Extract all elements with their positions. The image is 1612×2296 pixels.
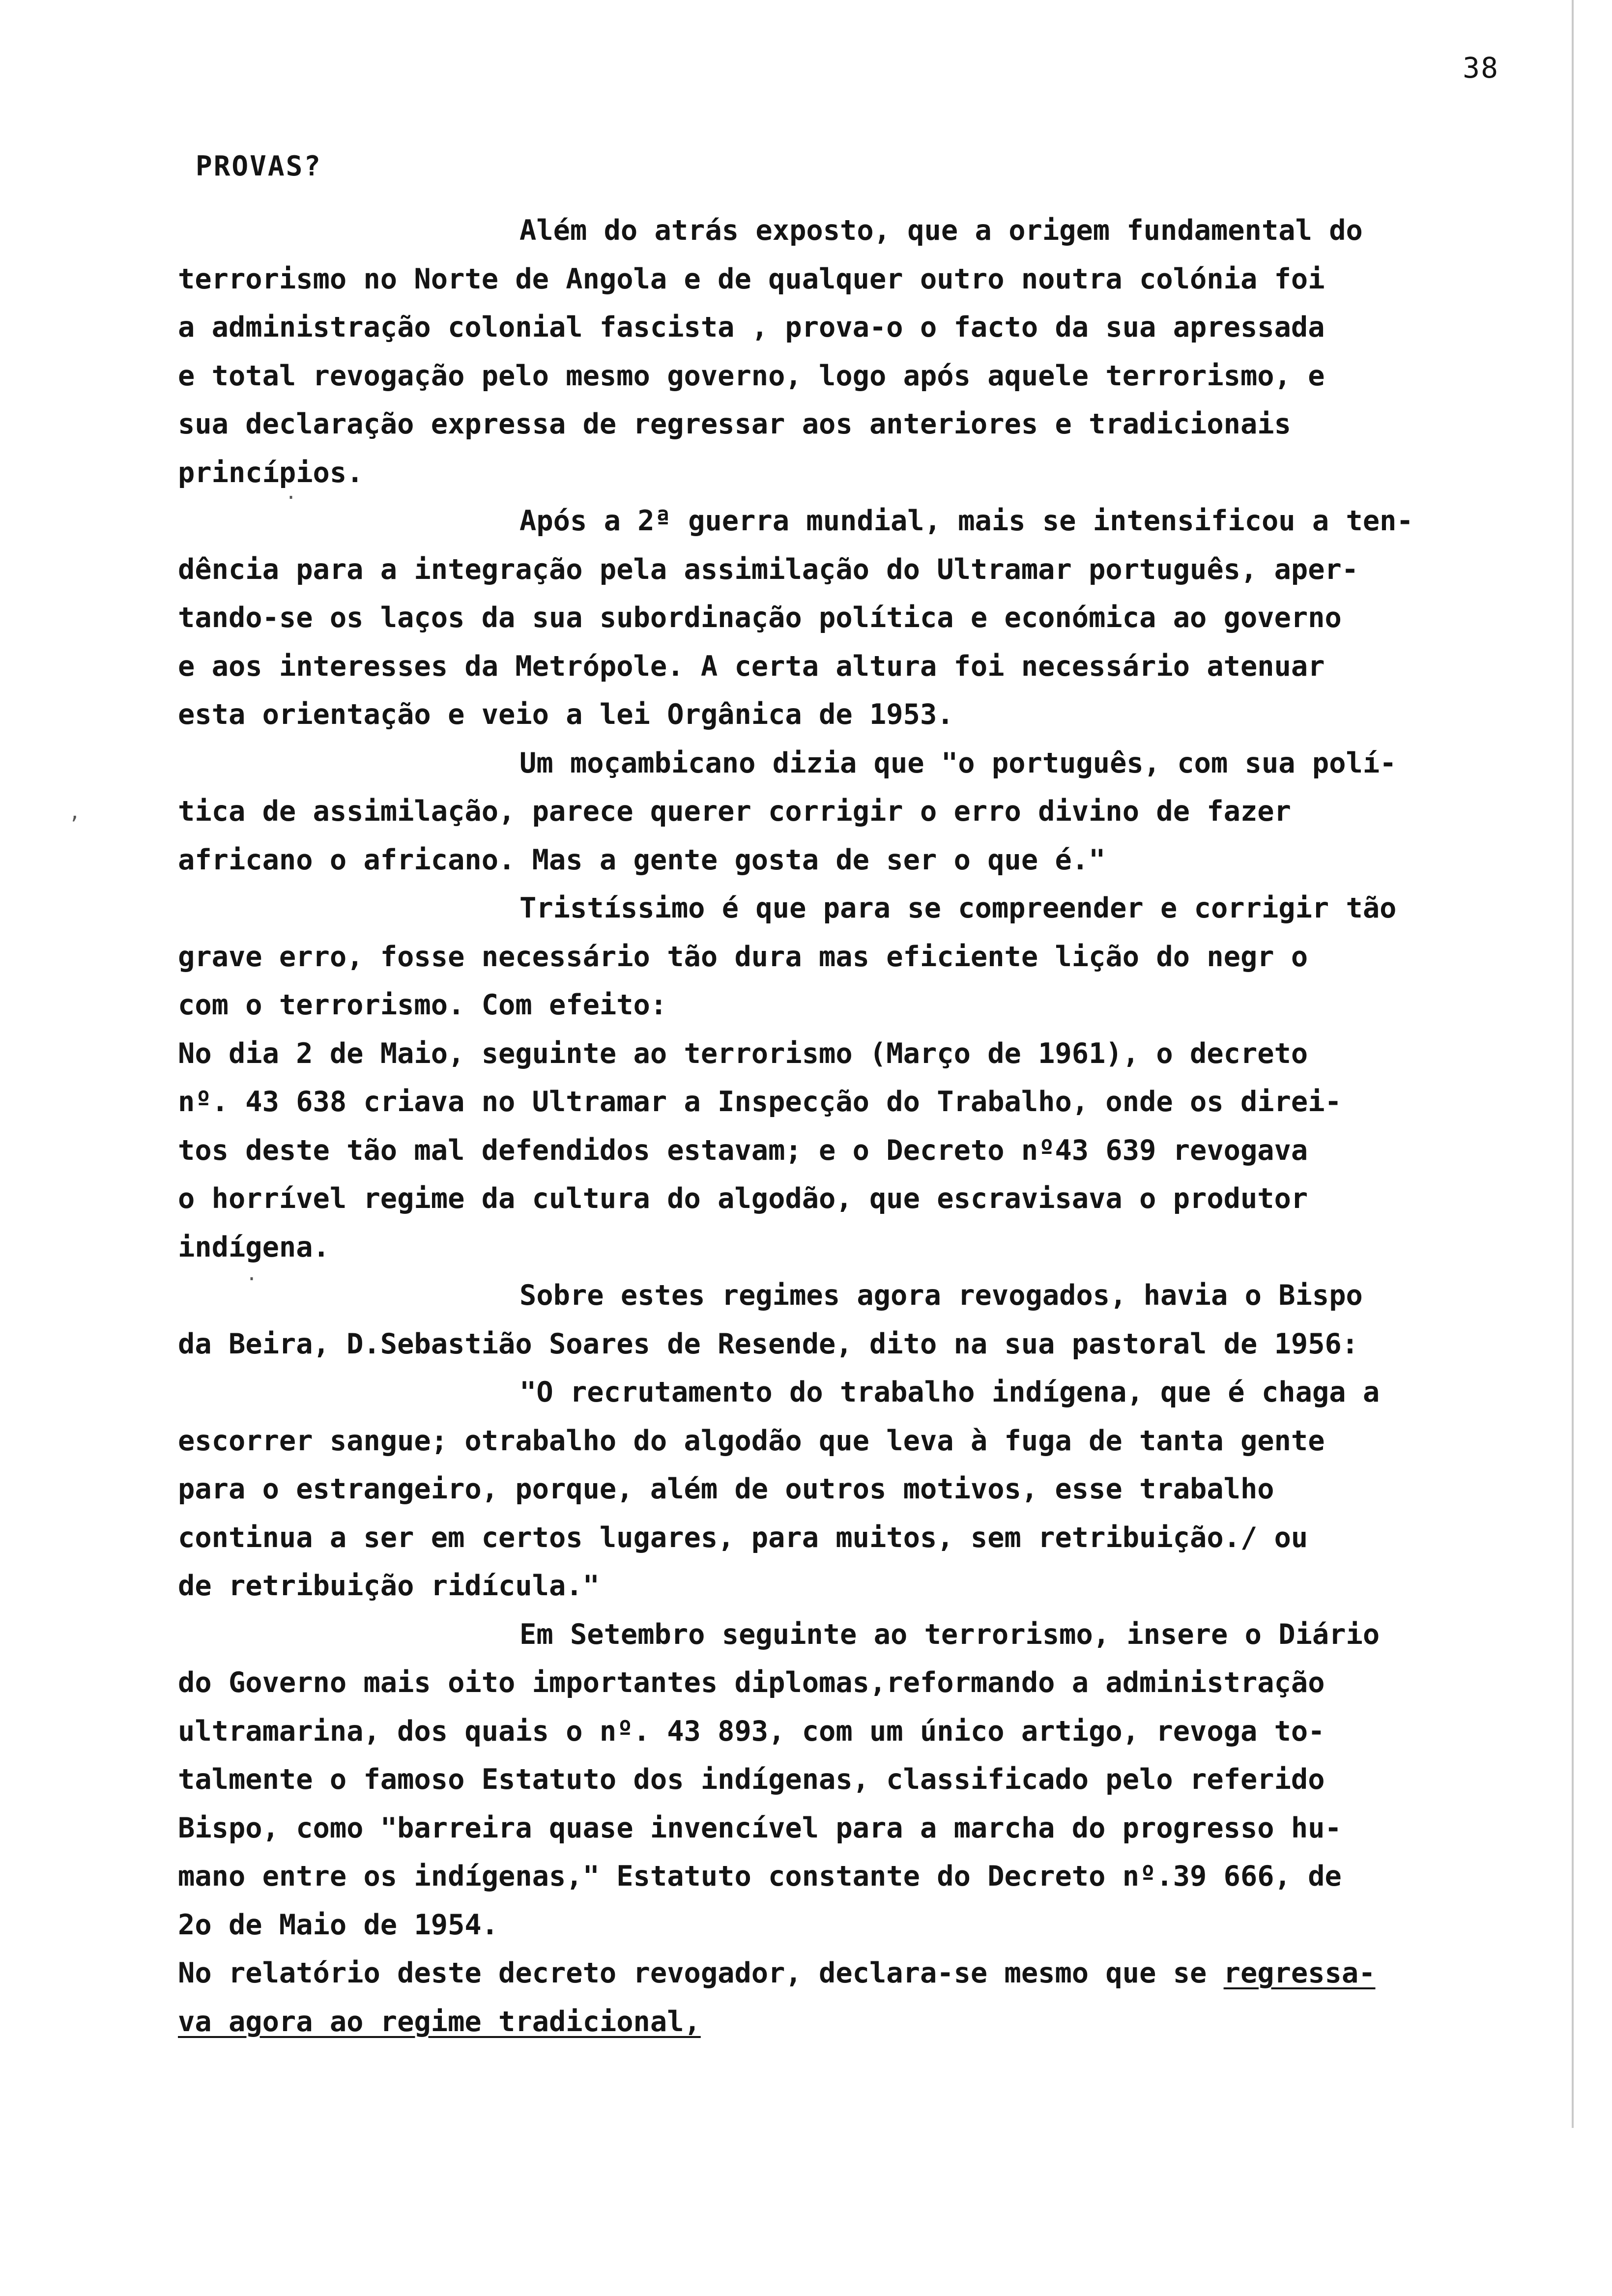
stray-mark: · — [246, 1268, 258, 1291]
text-line: Tristíssimo é que para se compreender e corrigir tão — [519, 892, 1397, 924]
text-line: grave erro, fosse necessário tão dura mas eficiente lição do negr o — [178, 940, 1308, 973]
text-line: tando-se os laços da sua subordinação política e económica ao governo — [178, 602, 1342, 634]
text-line: princípios. — [178, 456, 364, 489]
text-line: Um moçambicano dizia que "o português, com sua polí- — [519, 746, 1397, 779]
text-line: ultramarina, dos quais o nº. 43 893, com um único artigo, revoga to- — [178, 1715, 1325, 1748]
underlined-text: va agora ao regime tradicional, — [178, 2005, 701, 2038]
text-line: indígena. — [178, 1231, 330, 1263]
text-line: do Governo mais oito importantes diplomas,reformando a administração — [178, 1666, 1325, 1699]
text-line: tica de assimilação, parece querer corrigir o erro divino de fazer — [178, 795, 1291, 828]
text-line — [178, 1949, 1569, 1998]
text-line: Sobre estes regimes agora revogados, havia o Bispo — [519, 1279, 1363, 1312]
text-line: e total revogação pelo mesmo governo, logo após aquele terrorismo, e — [178, 359, 1325, 392]
text-line — [178, 1998, 1569, 2046]
right-margin-rule — [1572, 0, 1574, 2128]
text-line: e aos interesses da Metrópole. A certa altura foi necessário atenuar — [178, 650, 1325, 683]
stray-mark: , — [69, 801, 81, 824]
text-line: Bispo, como "barreira quase invencível para a marcha do progresso hu- — [178, 1811, 1342, 1844]
text-line: terrorismo no Norte de Angola e de qualquer outro noutra colónia foi — [178, 262, 1325, 295]
underlined-text: regressa- — [1223, 1957, 1376, 1989]
text-line: para o estrangeiro, porque, além de outros motivos, esse trabalho — [178, 1473, 1274, 1505]
text-line: continua a ser em certos lugares, para muitos, sem retribuição./ ou — [178, 1521, 1308, 1554]
text-line: de retribuição ridícula." — [178, 1570, 600, 1602]
text-line: esta orientação e veio a lei Orgânica de 1953. — [178, 698, 954, 731]
text-line: tos deste tão mal defendidos estavam; e o Decreto nº43 639 revogava — [178, 1134, 1308, 1167]
page-number: 38 — [1463, 51, 1499, 85]
text-line: sua declaração expressa de regressar aos anteriores e tradicionais — [178, 408, 1291, 440]
text-segment: No relatório deste decreto revogador, declara-se mesmo que se — [178, 1957, 1224, 1989]
stray-mark: · — [285, 487, 297, 509]
text-line: a administração colonial fascista , prova-o o facto da sua apressada — [178, 311, 1325, 344]
text-line: dência para a integração pela assimilação do Ultramar português, aper- — [178, 553, 1359, 586]
text-line: No dia 2 de Maio, seguinte ao terrorismo (Março de 1961), o decreto — [178, 1037, 1308, 1070]
text-line: nº. 43 638 criava no Ultramar a Inspecção do Trabalho, onde os direi- — [178, 1086, 1342, 1118]
text-line: o horrível regime da cultura do algodão, que escravisava o produtor — [178, 1182, 1308, 1215]
text-line: mano entre os indígenas," Estatuto constante do Decreto nº.39 666, de — [178, 1860, 1342, 1893]
text-line: Após a 2ª guerra mundial, mais se intensificou a ten- — [519, 505, 1413, 537]
section-heading: PROVAS? — [196, 150, 322, 182]
text-line: com o terrorismo. Com efeito: — [178, 989, 667, 1021]
text-line: Além do atrás exposto, que a origem fundamental do — [519, 214, 1363, 247]
text-line: africano o africano. Mas a gente gosta de ser o que é." — [178, 843, 1106, 876]
document-body — [178, 206, 1569, 2046]
text-line: "O recrutamento do trabalho indígena, que é chaga a — [519, 1376, 1380, 1408]
text-line: talmente o famoso Estatuto dos indígenas, classificado pelo referido — [178, 1763, 1325, 1796]
text-line: 2o de Maio de 1954. — [178, 1908, 499, 1941]
text-line: escorrer sangue; otrabalho do algodão que leva à fuga de tanta gente — [178, 1424, 1325, 1457]
text-line: da Beira, D.Sebastião Soares de Resende, dito na sua pastoral de 1956: — [178, 1327, 1359, 1360]
text-line: Em Setembro seguinte ao terrorismo, insere o Diário — [519, 1618, 1380, 1651]
